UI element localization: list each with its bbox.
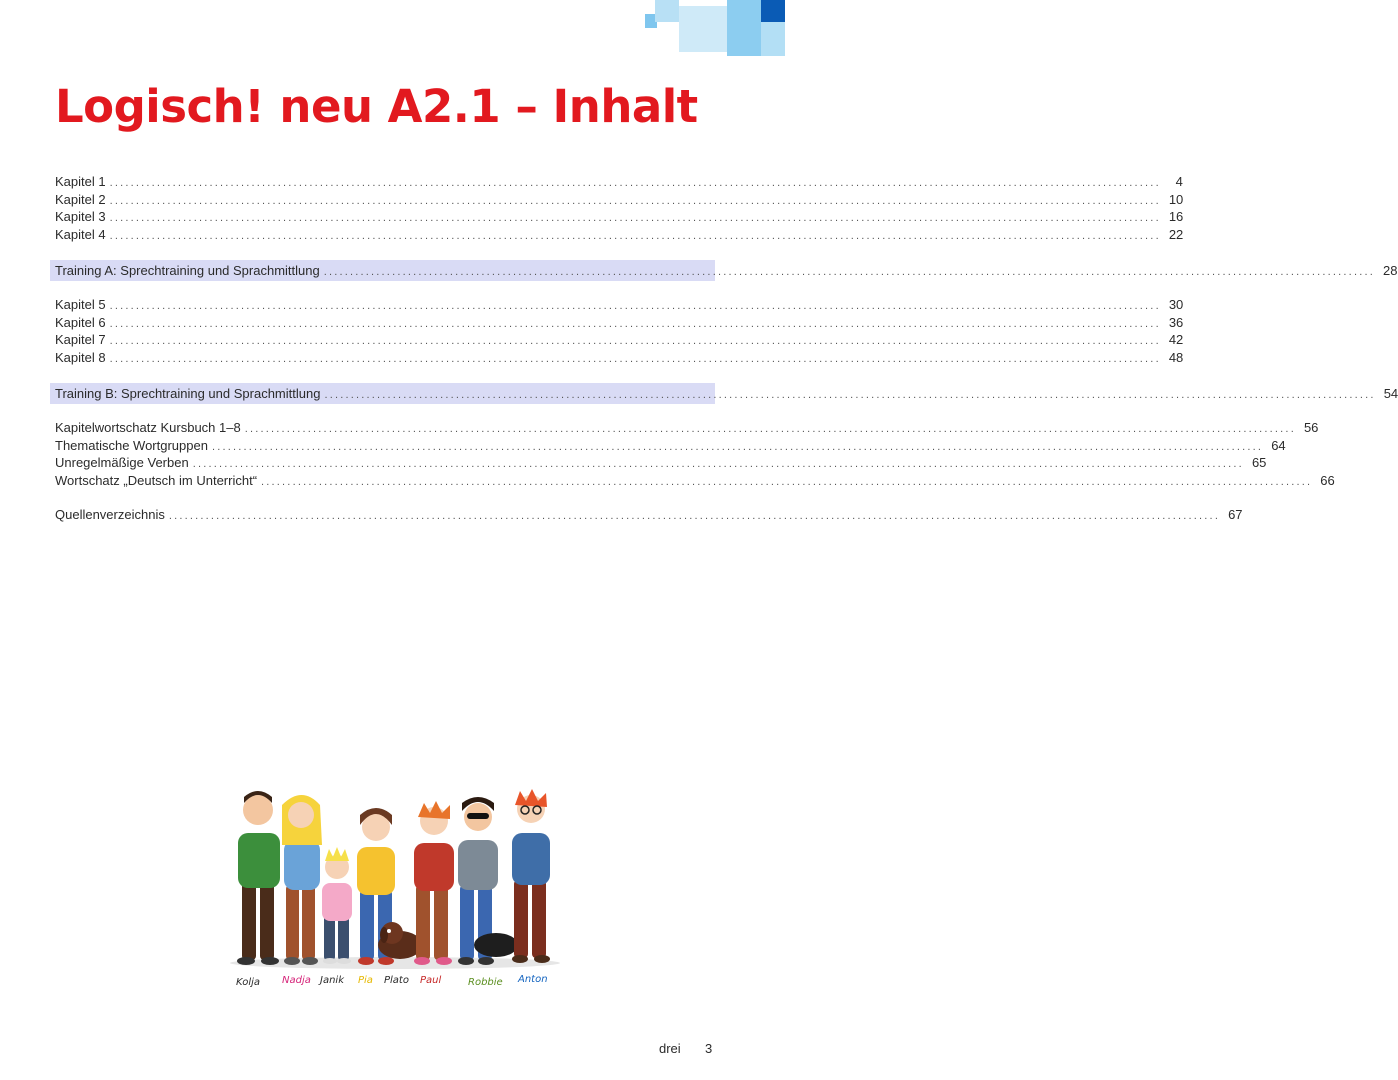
toc-group-training-a [50, 260, 1398, 281]
toc-entry[interactable]: Kapitel 1 ........................................................................................................................................................................................................ 4 [55, 174, 1183, 189]
character-plato [378, 922, 422, 959]
toc-entry[interactable]: Kapitel 3 ........................................................................................................................................................................................................ 16 [55, 209, 1184, 224]
page-number: 3 [705, 1041, 713, 1056]
toc-group-vocabulary [50, 419, 1335, 489]
character-janik [322, 847, 352, 964]
toc-group-training-b [50, 383, 1398, 404]
characters-illustration [220, 785, 570, 995]
toc-entry[interactable]: Kapitel 6 ........................................................................................................................................................................................................ 36 [55, 314, 1184, 330]
name-kolja: Kolja [236, 977, 261, 988]
toc-entry[interactable]: Wortschatz „Deutsch im Unterricht“ ........................................................................................................................................................................................................ 66 [55, 472, 1335, 488]
name-pia: Pia [358, 975, 373, 986]
toc-entry[interactable]: Unregelmäßige Verben ........................................................................................................................................................................................................ 65 [55, 455, 1267, 470]
page-title: Logisch! neu A2.1 – Inhalt [55, 80, 698, 133]
character-robbie [458, 797, 518, 965]
toc-group-chapters-5-8 [50, 296, 1184, 366]
toc-entry[interactable]: Kapitel 5 ........................................................................................................................................................................................................ 30 [55, 297, 1184, 312]
name-nadja: Nadja [282, 975, 311, 986]
character-paul [414, 801, 454, 965]
toc-entry[interactable]: Kapitelwortschatz Kursbuch 1–8 ........................................................................................................................................................................................................ 56 [55, 420, 1319, 435]
toc-entry[interactable]: Quellenverzeichnis ........................................................................................................................................................................................................ 67 [55, 507, 1243, 522]
character-nadja [282, 795, 322, 965]
name-janik: Janik [320, 975, 344, 986]
toc-entry[interactable]: Kapitel 2 ........................................................................................................................................................................................................ 10 [55, 191, 1184, 207]
character-anton [512, 789, 550, 963]
name-anton: Anton [518, 974, 548, 985]
toc-entry-training-a[interactable]: Training A: Sprechtraining und Sprachmittlung ........................................................................................................................................................................................................ 28 [50, 260, 715, 281]
name-plato: Plato [384, 975, 409, 986]
toc-group-sources [50, 506, 1243, 524]
toc-group-chapters-1-4 [50, 173, 1184, 243]
name-paul: Paul [420, 975, 442, 986]
table-of-contents [50, 173, 1398, 541]
toc-entry[interactable]: Thematische Wortgruppen ........................................................................................................................................................................................................ 64 [55, 437, 1286, 453]
toc-entry[interactable]: Kapitel 7 ........................................................................................................................................................................................................ 42 [55, 332, 1184, 347]
corner-decoration [645, 0, 785, 70]
toc-entry-training-b[interactable]: Training B: Sprechtraining und Sprachmittlung ........................................................................................................................................................................................................ 54 [50, 383, 715, 404]
page-word: drei [659, 1041, 681, 1056]
name-robbie: Robbie [468, 977, 503, 988]
toc-entry[interactable]: Kapitel 4 ........................................................................................................................................................................................................ 22 [55, 226, 1184, 242]
character-kolja [237, 791, 280, 965]
toc-entry[interactable]: Kapitel 8 ........................................................................................................................................................................................................ 48 [55, 349, 1184, 365]
